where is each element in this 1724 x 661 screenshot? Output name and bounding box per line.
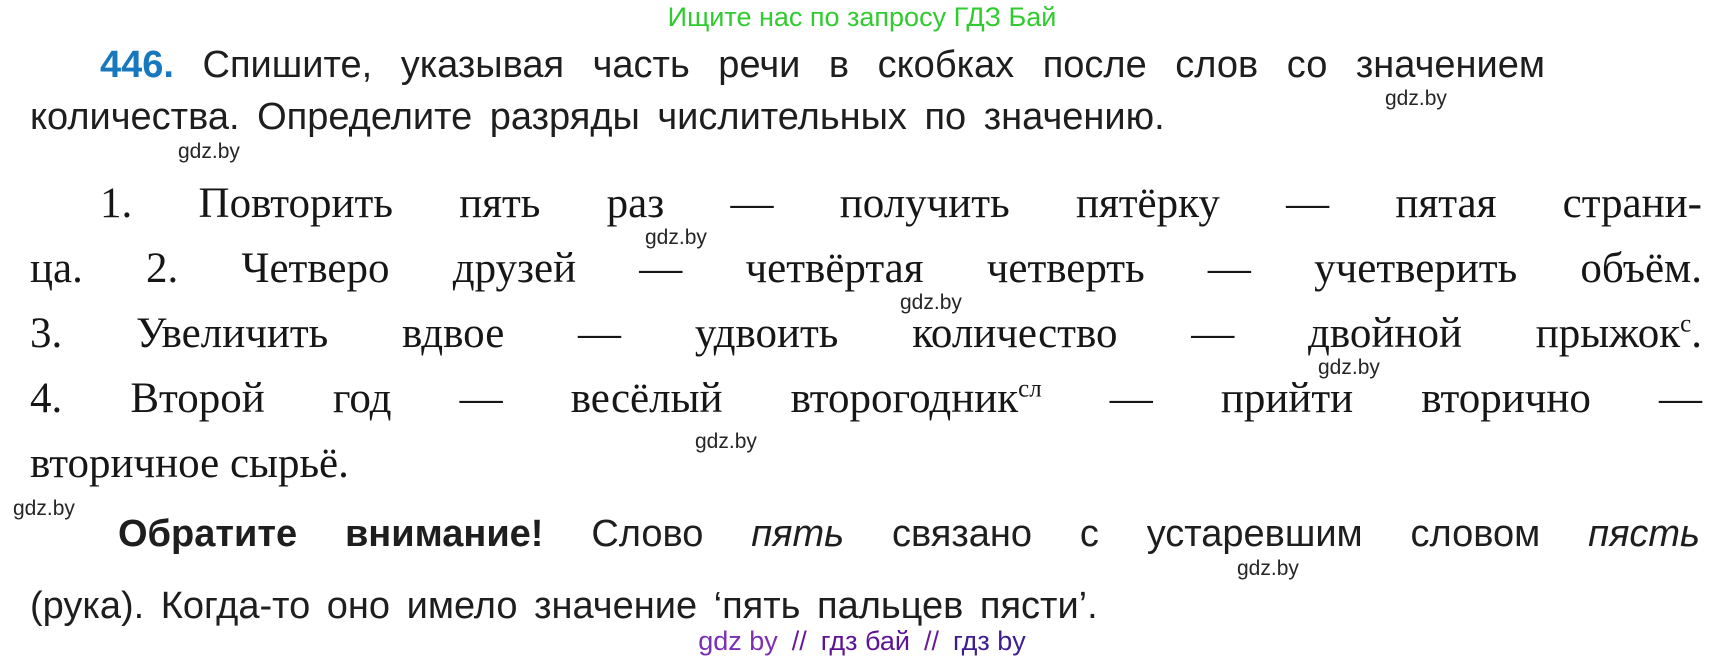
exercise-line-3-text: 3. Увеличить вдвое — удвоить количество — двойной прыжок: [30, 310, 1681, 357]
task-line-1-text: Спишите, указывая часть речи в скобках после слов со значением: [173, 44, 1545, 86]
note-text-1: Слово: [543, 513, 752, 555]
exercise-line-2: ца. 2. Четверо друзей — четвёртая четверть — учетверить объём.: [30, 245, 1702, 292]
superscript-annotation-s: с: [1680, 310, 1692, 338]
note-heading: Обратите внимание!: [118, 513, 544, 555]
note-line-2: (рука). Когда-то оно имело значение ‘пять пальцев пясти’.: [30, 585, 1098, 627]
bottom-watermark-separator-1: //: [791, 626, 807, 656]
bottom-watermark-gdz-by-mixed: гдз by: [953, 626, 1026, 656]
exercise-line-4: [30, 375, 1702, 422]
gdz-watermark-3: gdz.by: [645, 226, 707, 249]
bottom-watermark-separator-2: //: [923, 626, 939, 656]
gdz-watermark-7: gdz.by: [13, 497, 75, 520]
task-line-2: количества. Определите разряды числительных по значению.: [30, 96, 1165, 138]
exercise-line-3: [30, 310, 1702, 357]
bottom-watermark-gdz-bai: гдз бай: [820, 626, 910, 656]
bottom-watermark: [0, 627, 1724, 657]
note-text-2: связано с устаревшим словом: [844, 513, 1589, 555]
exercise-line-3-tail: .: [1691, 310, 1702, 357]
gdz-watermark-4: gdz.by: [900, 291, 962, 314]
top-green-watermark: Ищите нас по запросу ГДЗ Бай: [667, 2, 1057, 32]
exercise-line-4-tail: — прийти вторично —: [1041, 375, 1702, 422]
gdz-watermark-6: gdz.by: [695, 430, 757, 453]
exercise-line-1: 1. Повторить пять раз — получить пятёрку — пятая страни-: [100, 180, 1702, 227]
note-italic-pyast: пясть: [1588, 513, 1701, 555]
note-line-1: [30, 513, 1700, 557]
gdz-watermark-2: gdz.by: [178, 140, 240, 163]
gdz-watermark-8: gdz.by: [1237, 557, 1299, 580]
exercise-line-5: вторичное сырьё.: [30, 440, 349, 487]
gdz-watermark-1: gdz.by: [1385, 87, 1447, 110]
bottom-watermark-gdz-by-latin: gdz by: [698, 626, 778, 656]
task-line-1: [30, 44, 1545, 88]
superscript-annotation-sl: сл: [1018, 375, 1042, 403]
exercise-number: 446.: [100, 44, 174, 86]
exercise-line-4-text: 4. Второй год — весёлый второгодник: [30, 375, 1019, 422]
gdz-watermark-5: gdz.by: [1318, 356, 1380, 379]
note-italic-pyat: пять: [751, 513, 845, 555]
